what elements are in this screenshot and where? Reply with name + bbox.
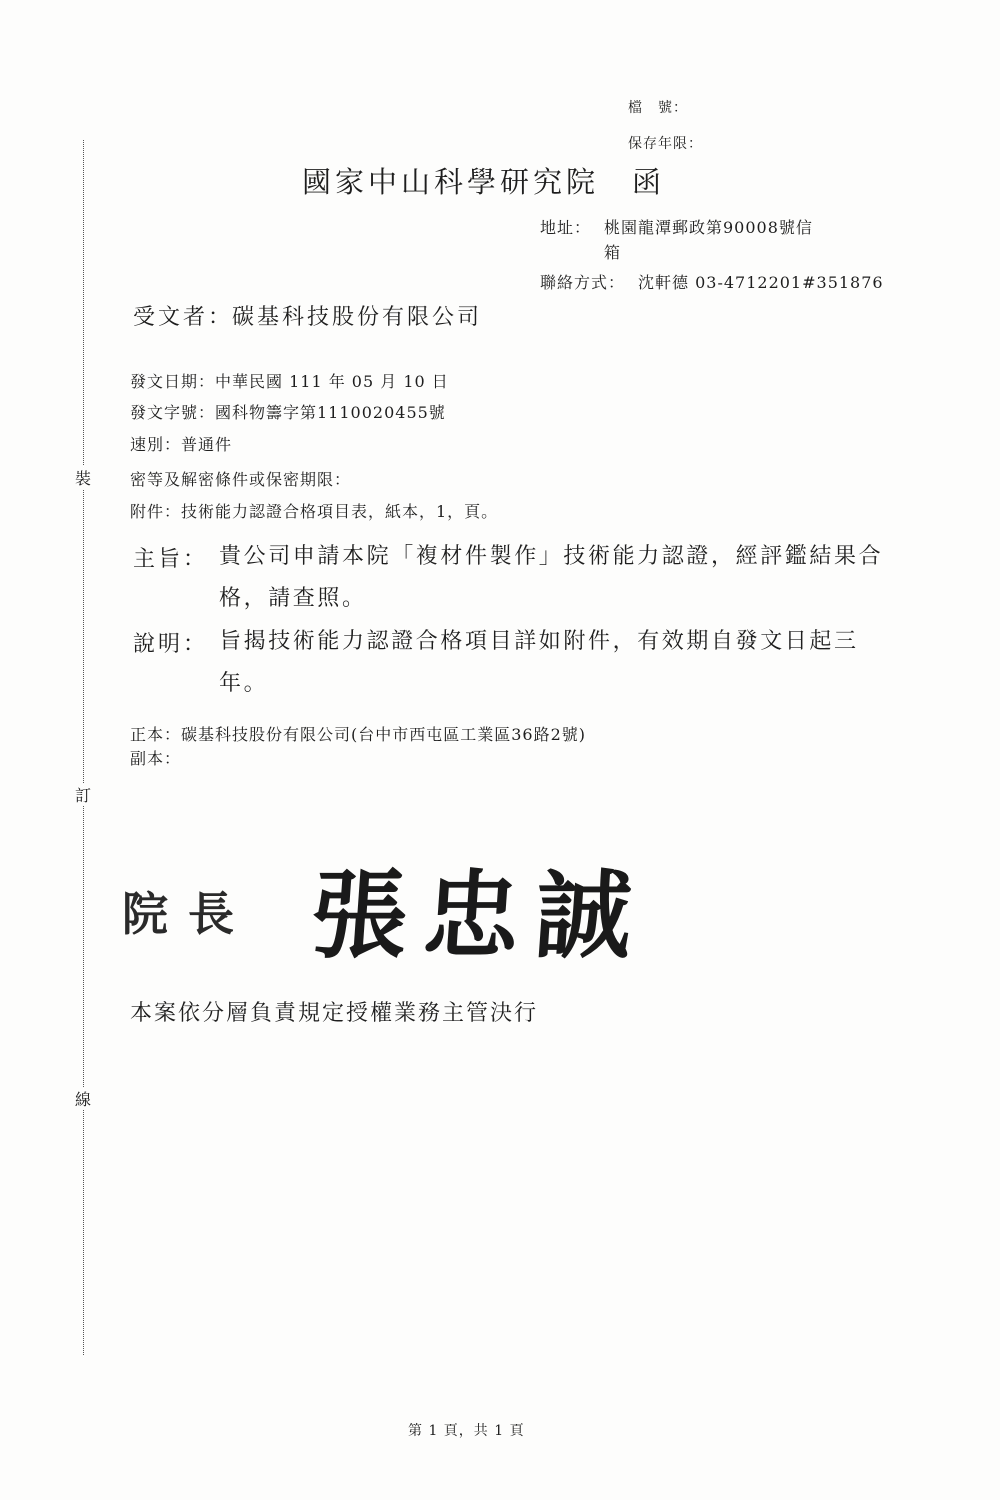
- address-label: 地址：: [540, 218, 592, 237]
- retention-period-label: 保存年限：: [628, 136, 703, 152]
- attachment-line: 附件：技術能力認證合格項目表，紙本，1，頁。: [130, 502, 499, 521]
- subject-label: 主旨：: [133, 547, 209, 572]
- binding-mark-zhuang: 裝: [70, 466, 96, 489]
- binding-mark-xian: 線: [70, 1087, 96, 1110]
- address-line-1: 桃園龍潭郵政第90008號信: [604, 218, 813, 237]
- original-recipient: 正本：碳基科技股份有限公司(台中市西屯區工業區36路2號): [130, 725, 587, 744]
- subject-text: 貴公司申請本院「複材件製作」技術能力認證，經評鑑結果合格，請查照。: [219, 544, 884, 611]
- file-number-label: 檔 號：: [628, 100, 688, 116]
- page-number: 第 1 頁，共 1 頁: [408, 1423, 525, 1439]
- address-line-2: 箱: [604, 243, 622, 262]
- delegation-note: 本案依分層負責規定授權業務主管決行: [130, 1001, 539, 1026]
- delivery-speed: 速別：普通件: [130, 435, 233, 454]
- binding-line: [83, 140, 84, 1355]
- explanation-text: 旨揭技術能力認證合格項目詳如附件，有效期自發文日起三年。: [219, 629, 859, 696]
- recipient-name: 碳基科技股份有限公司: [232, 305, 483, 330]
- recipient-label: 受文者：: [133, 305, 234, 330]
- signatory-title: 院長: [122, 887, 254, 941]
- document-title: 國家中山科學研究院 函: [302, 165, 666, 199]
- binding-mark-ding: 訂: [70, 783, 96, 806]
- document-number: 發文字號：國科物籌字第1110020455號: [130, 403, 446, 422]
- contact-label: 聯絡方式：: [540, 273, 626, 292]
- contact-value: 沈軒德 03-4712201#351876: [638, 273, 884, 292]
- copy-recipient: 副本：: [130, 749, 182, 768]
- issue-date: 發文日期：中華民國 111 年 05 月 10 日: [130, 372, 449, 391]
- signatory-name-stamp: 張忠誠: [307, 859, 652, 972]
- explanation-label: 說明：: [133, 632, 209, 657]
- secrecy-level: 密等及解密條件或保密期限：: [130, 470, 352, 489]
